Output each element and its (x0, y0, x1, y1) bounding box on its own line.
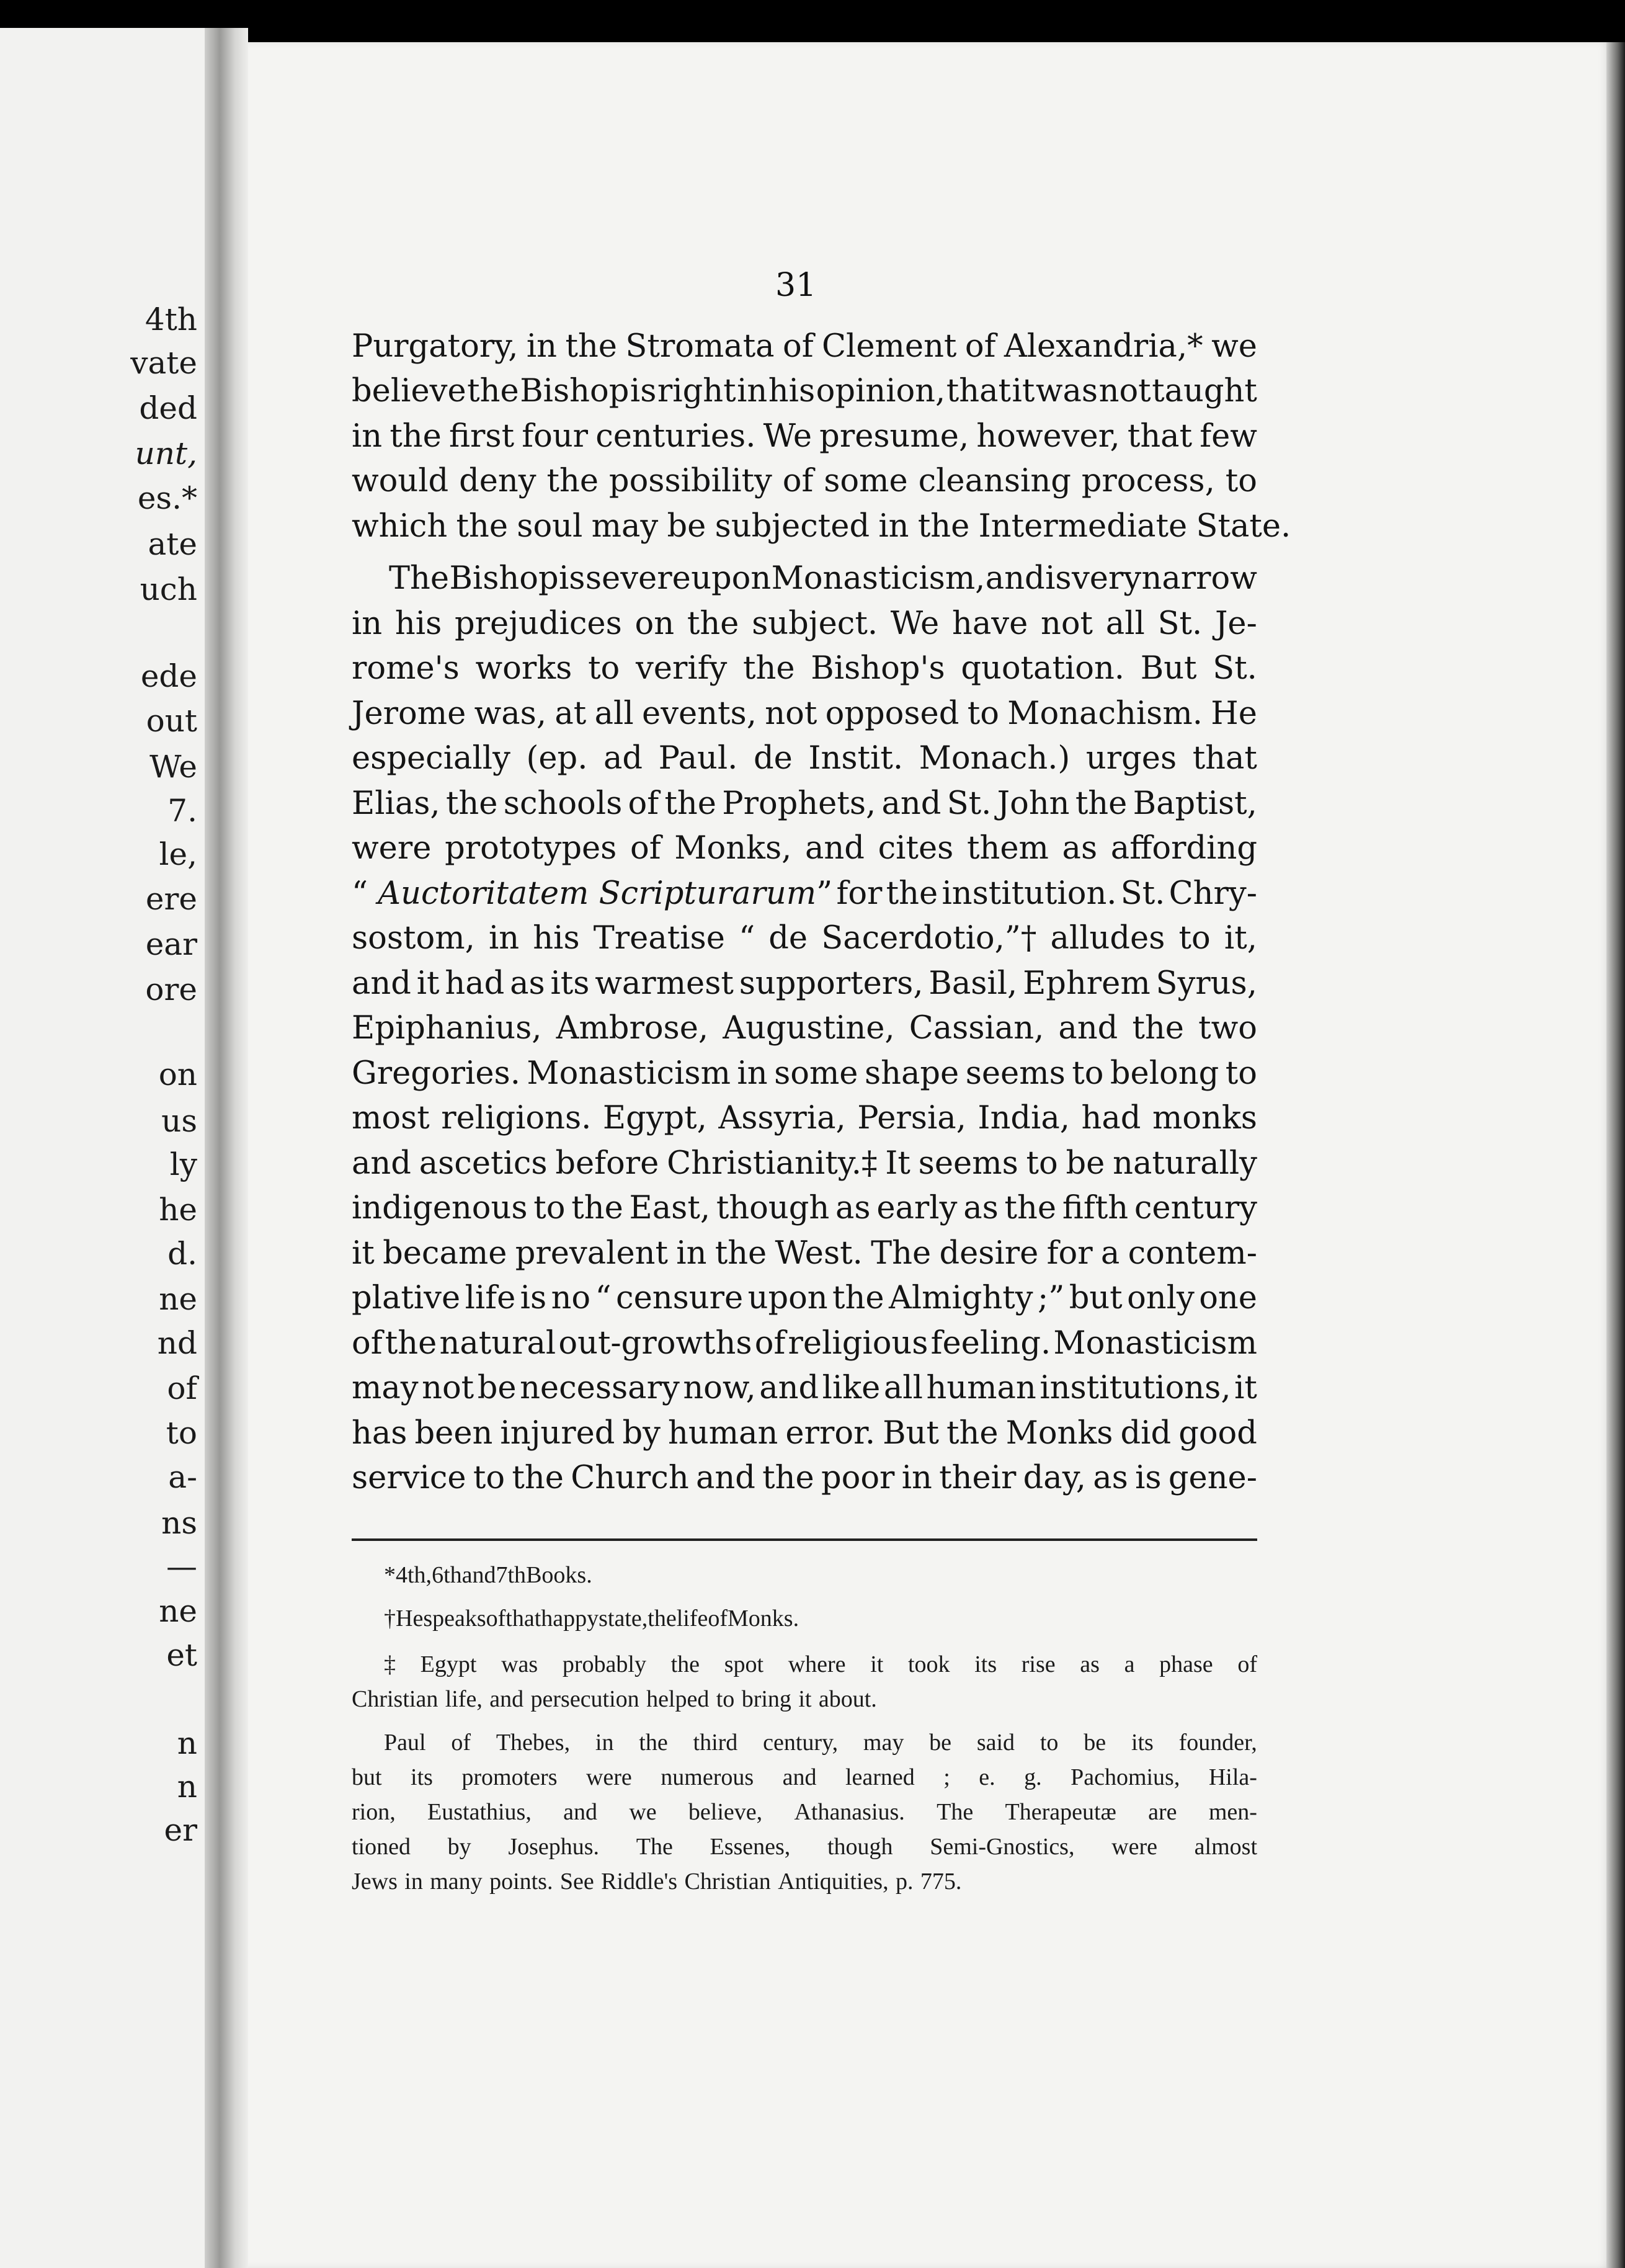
body-line: indigenous to the East, though as early as the fifth century (352, 1190, 1257, 1226)
left-page-fragment: ns (161, 1505, 197, 1541)
footnote-paul-line: but its promoters were numerous and learned ; e. g. Pachomius, Hila- (352, 1764, 1257, 1790)
quote-open: “ (352, 875, 368, 912)
left-page-fragment: es.* (137, 480, 197, 516)
body-line: most religions. Egypt, Assyria, Persia, India, had monks (352, 1100, 1257, 1136)
left-page-fragment: We (149, 749, 197, 785)
body-line: The Bishop is severe upon Monasticism, and is very narrow (389, 560, 1257, 597)
page-number: 31 (775, 267, 817, 304)
body-line: sostom, in his Treatise “ de Sacerdotio,”† alludes to it, (352, 920, 1257, 957)
body-line: of the natural out-growths of religious feeling. Monasticism (352, 1324, 1257, 1362)
book-gutter (205, 28, 248, 2268)
body-line: would deny the possibility of some cleansing process, to (352, 463, 1257, 499)
footnote-paul-line: rion, Eustathius, and we believe, Athanasius. The Therapeutæ are men- (352, 1799, 1257, 1825)
left-page-fragment: ear (145, 926, 197, 962)
previous-page-fragment (0, 28, 205, 2268)
body-line: and it had as its warmest supporters, Basil, Ephrem Syrus, (352, 965, 1257, 1002)
footnote-double-dagger-line: Christian life, and persecution helped to bring it about. (352, 1686, 877, 1712)
footnote-double-dagger-line: ‡ Egypt was probably the spot where it took its rise as a phase of (384, 1651, 1257, 1677)
left-page-fragment: er (164, 1812, 197, 1848)
body-line: Epiphanius, Ambrose, Augustine, Cassian, and the two (352, 1010, 1257, 1047)
left-page-fragment: nd (157, 1325, 197, 1361)
left-page-fragment: uch (140, 571, 197, 607)
footnotes (352, 1554, 1257, 1895)
left-page-fragment: unt, (135, 435, 197, 471)
left-page-fragment: a- (168, 1459, 197, 1495)
left-page-fragment: vate (130, 345, 197, 381)
quoted-phrase (352, 875, 832, 912)
body-line: were prototypes of Monks, and cites them as affording (352, 830, 1257, 867)
left-page-fragment: d. (167, 1236, 197, 1272)
left-page-fragment: n (177, 1725, 197, 1761)
body-line: may not be necessary now, and like all human institutions, it (352, 1370, 1257, 1406)
body-line: it became prevalent in the West. The desire for a contem- (352, 1234, 1257, 1272)
left-page-fragment: le, (159, 836, 197, 872)
footnote-paul-line: tioned by Josephus. The Essenes, though Semi-Gnostics, were almost (352, 1834, 1257, 1860)
footnote-star: * 4th, 6th and 7th Books. (384, 1562, 592, 1588)
body-line: service to the Church and the poor in their day, as is gene- (352, 1460, 1257, 1496)
footnote-rule (352, 1538, 1257, 1541)
body-line: has been injured by human error. But the Monks did good (352, 1414, 1257, 1452)
body-line: in his prejudices on the subject. We have not all St. Je- (352, 605, 1257, 642)
body-line: Elias, the schools of the Prophets, and St. John the Baptist, (352, 785, 1257, 822)
body-text (352, 319, 1291, 1496)
body-line: believe the Bishop is right in his opinion, that it was not taught (352, 373, 1257, 409)
italic-latin-phrase: Auctoritatem Scripturarum (378, 875, 817, 912)
left-page-fragment: ate (148, 526, 197, 562)
left-page-fragment: ore (145, 971, 197, 1007)
body-line: plative life is no “ censure upon the Almighty ;” but only one (352, 1280, 1257, 1316)
left-page-fragment: ere (145, 881, 197, 917)
left-page-fragment: he (159, 1192, 197, 1228)
left-page-fragment: ly (169, 1146, 197, 1182)
left-page-fragment: ne (159, 1281, 197, 1317)
body-line: Gregories. Monasticism in some shape seems to belong to (352, 1055, 1257, 1092)
left-page-fragment: us (161, 1103, 197, 1139)
body-line: especially (ep. ad Paul. de Instit. Monach.) urges that (352, 740, 1257, 777)
left-page-fragment: ded (139, 390, 197, 426)
body-line: Jerome was, at all events, not opposed to Monachism. He (352, 695, 1257, 732)
body-line: Purgatory, in the Stromata of Clement of Alexandria,* we (352, 328, 1257, 365)
body-line: and ascetics before Christianity.‡ It seems to be naturally (352, 1145, 1257, 1182)
left-page-fragment: n (177, 1769, 197, 1805)
footnote-dagger: † He speaks of that happy state, the life of Monks. (384, 1605, 799, 1632)
left-page-fragment: of (167, 1370, 197, 1406)
left-page-fragment: out (146, 703, 197, 739)
body-line-italic-quote: “ Auctoritatem Scripturarum” for the institution. St. Chry- (352, 875, 1257, 912)
body-line: which the soul may be subjected in the Intermediate State. (352, 507, 1291, 545)
left-page-fragment: 4th (145, 301, 197, 337)
left-page-fragment: ede (140, 658, 197, 694)
quote-rest: ” (816, 875, 833, 912)
left-page-fragment: et (166, 1637, 197, 1673)
footnote-paul-line: Jews in many points. See Riddle's Christian Antiquities, p. 775. (352, 1868, 962, 1895)
left-page-fragment: on (158, 1056, 197, 1092)
footnote-paul-line: Paul of Thebes, in the third century, may be said to be its founder, (384, 1730, 1257, 1756)
body-line: rome's works to verify the Bishop's quotation. But St. (352, 650, 1257, 687)
left-page-fragment: — (166, 1548, 197, 1584)
left-page-fragment: 7. (167, 793, 197, 829)
left-page-fragment: to (166, 1415, 197, 1451)
page-edge-shadow (1606, 42, 1625, 2268)
left-page-fragment: ne (159, 1593, 197, 1629)
body-line: in the first four centuries. We presume, however, that few (352, 417, 1257, 455)
